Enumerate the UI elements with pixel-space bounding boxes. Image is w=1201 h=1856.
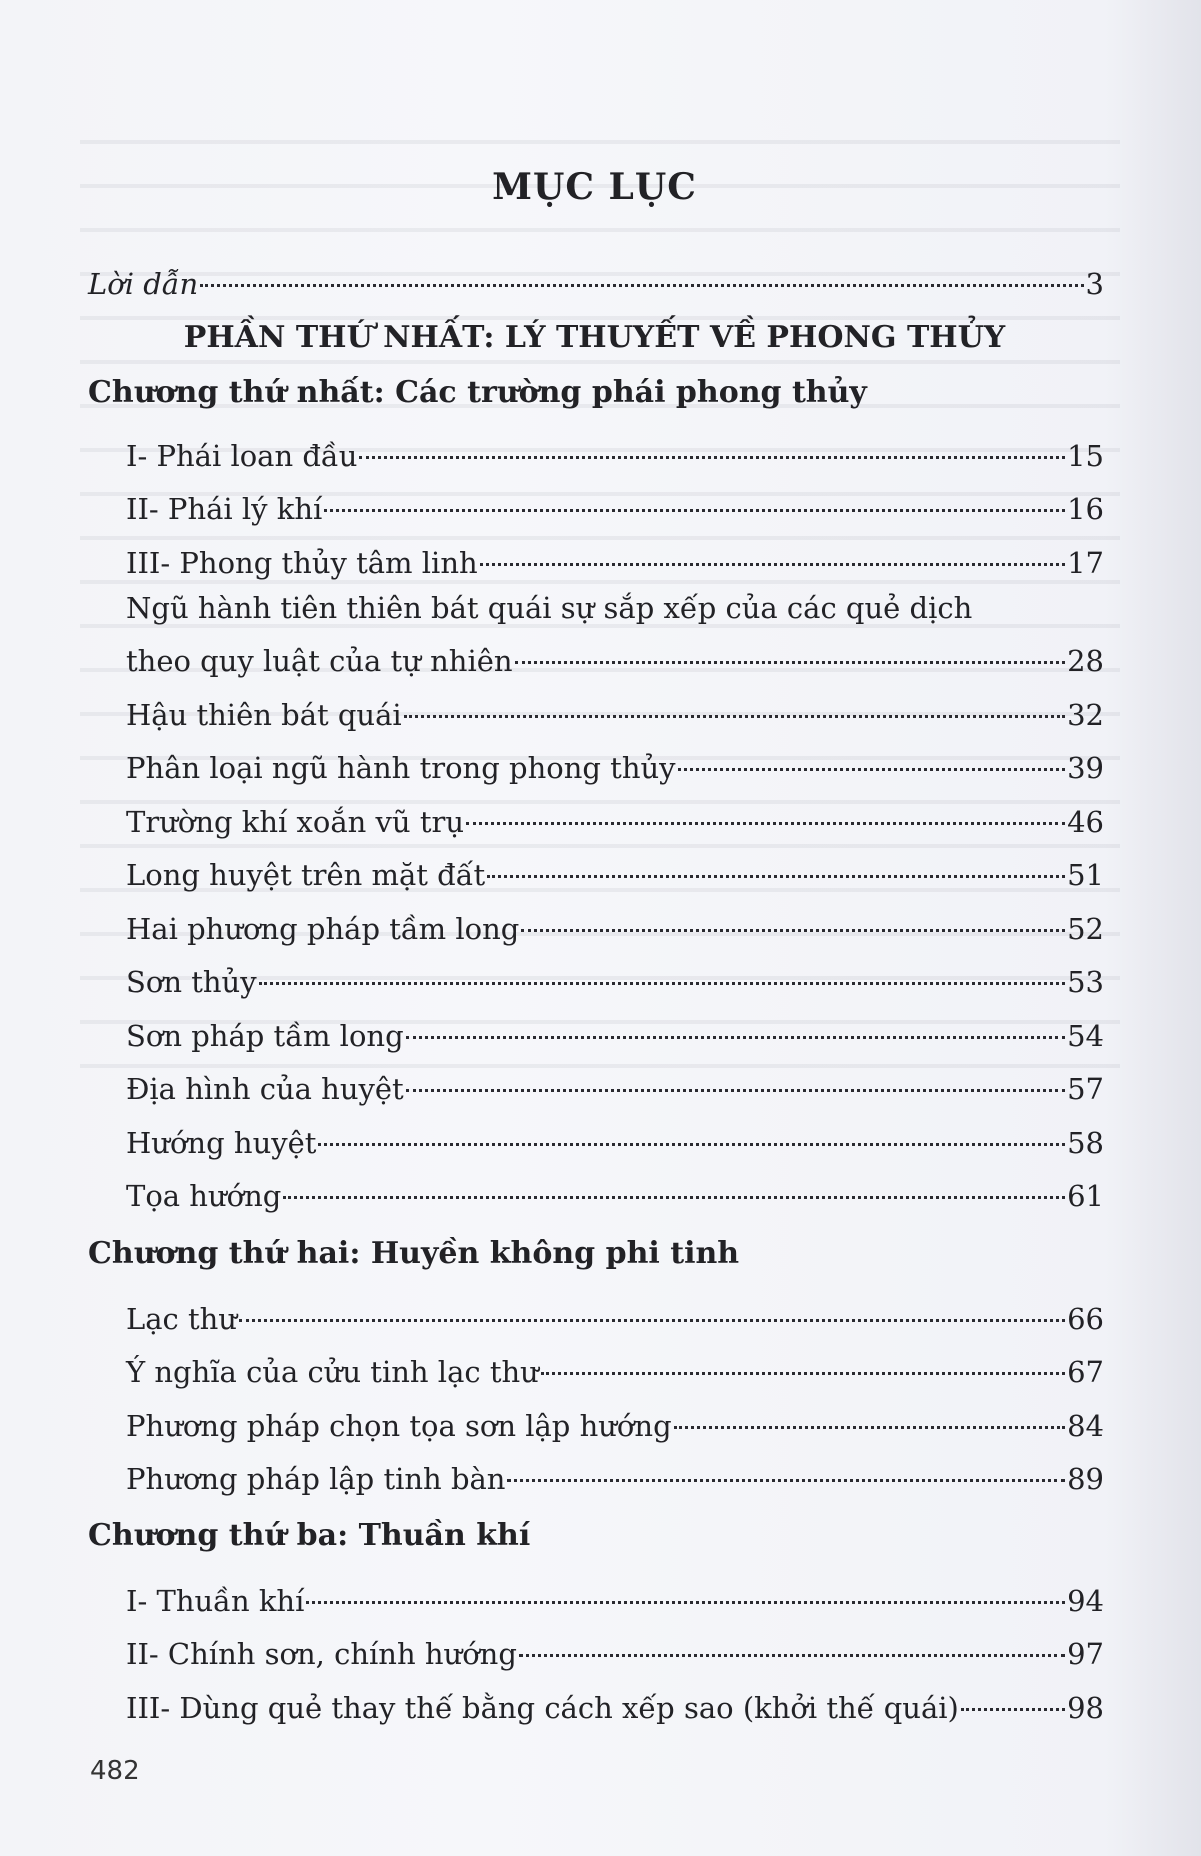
toc-entry[interactable] xyxy=(126,1628,1104,1672)
entry-page-number: 39 xyxy=(1067,751,1104,785)
toc-entry[interactable] xyxy=(126,430,1104,474)
entry-page-number: 57 xyxy=(1067,1072,1104,1106)
entry-label: Phương pháp lập tinh bàn xyxy=(126,1462,506,1496)
dot-leader xyxy=(324,483,1065,519)
chapter-heading-2[interactable]: Chương thứ hai: Huyền không phi tinh xyxy=(88,1236,740,1271)
toc-entry[interactable] xyxy=(126,1063,1104,1107)
dot-leader xyxy=(466,796,1065,832)
dot-leader xyxy=(359,430,1065,466)
entry-page-number: 28 xyxy=(1067,644,1104,678)
entry-page-number: 17 xyxy=(1067,546,1104,580)
part-title: PHẦN THỨ NHẤT: LÝ THUYẾT VỀ PHONG THỦY xyxy=(183,320,1006,355)
dot-leader xyxy=(200,258,1083,294)
dot-leader xyxy=(239,1293,1065,1329)
entry-label: Ý nghĩa của cửu tinh lạc thư xyxy=(126,1355,539,1389)
entry-label: theo quy luật của tự nhiên xyxy=(126,644,513,678)
entry-page-number: 32 xyxy=(1067,698,1104,732)
toc-entry[interactable] xyxy=(126,1346,1104,1390)
entry-label: Lời dẫn xyxy=(88,267,199,301)
dot-leader xyxy=(480,537,1065,573)
toc-entry[interactable] xyxy=(126,537,1104,581)
page-number: 482 xyxy=(90,1756,140,1786)
entry-label: III- Phong thủy tâm linh xyxy=(126,546,478,580)
dot-leader xyxy=(487,849,1065,885)
toc-entry[interactable] xyxy=(126,1575,1104,1619)
dot-leader xyxy=(259,956,1065,992)
entry-page-number: 54 xyxy=(1067,1019,1104,1053)
entry-label: Địa hình của huyệt xyxy=(126,1072,404,1106)
entry-page-number: 98 xyxy=(1067,1691,1104,1725)
toc-entry[interactable] xyxy=(126,1010,1104,1054)
entry-page-number: 53 xyxy=(1067,965,1104,999)
entry-page-number: 15 xyxy=(1067,439,1104,473)
dot-leader xyxy=(961,1682,1065,1718)
entry-page-number: 51 xyxy=(1067,858,1104,892)
toc-entry[interactable] xyxy=(126,1293,1104,1337)
dot-leader xyxy=(306,1575,1065,1611)
entry-label: I- Thuần khí xyxy=(126,1584,305,1618)
chapter-heading-3[interactable]: Chương thứ ba: Thuần khí xyxy=(88,1518,531,1553)
entry-label: Lạc thư xyxy=(126,1302,238,1336)
entry-page-number: 97 xyxy=(1067,1637,1104,1671)
entry-label: II- Chính sơn, chính hướng xyxy=(126,1637,517,1671)
dot-leader xyxy=(521,903,1065,939)
entry-label: Hướng huyệt xyxy=(126,1126,317,1160)
entry-page-number: 16 xyxy=(1067,492,1104,526)
entry-page-number: 52 xyxy=(1067,912,1104,946)
toc-title: MỤC LỤC xyxy=(492,166,697,208)
entry-label: Phân loại ngũ hành trong phong thủy xyxy=(126,751,676,785)
toc-entry[interactable] xyxy=(126,1682,1104,1726)
toc-entry[interactable] xyxy=(126,1400,1104,1444)
dot-leader xyxy=(283,1170,1065,1206)
toc-entry-intro[interactable] xyxy=(88,258,1104,302)
entry-page-number: 46 xyxy=(1067,805,1104,839)
entry-label: Sơn thủy xyxy=(126,965,257,999)
entry-label: I- Phái loan đầu xyxy=(126,439,358,473)
dot-leader xyxy=(519,1628,1065,1664)
dot-leader xyxy=(515,635,1066,671)
toc-entry[interactable] xyxy=(126,689,1104,733)
entry-label: Phương pháp chọn tọa sơn lập hướng xyxy=(126,1409,672,1443)
entry-label: Tọa hướng xyxy=(126,1179,282,1213)
toc-entry[interactable] xyxy=(126,1453,1104,1497)
entry-page-number: 84 xyxy=(1067,1409,1104,1443)
toc-entry[interactable] xyxy=(126,903,1104,947)
entry-page-number: 89 xyxy=(1067,1462,1104,1496)
entry-label: II- Phái lý khí xyxy=(126,492,323,526)
dot-leader xyxy=(541,1346,1065,1382)
entry-page-number: 67 xyxy=(1067,1355,1104,1389)
entry-page-number: 61 xyxy=(1067,1179,1104,1213)
dot-leader xyxy=(678,742,1066,778)
toc-entry[interactable] xyxy=(126,796,1104,840)
entry-label: Trường khí xoắn vũ trụ xyxy=(126,805,465,839)
entry-label-line-1[interactable]: Ngũ hành tiên thiên bát quái sự sắp xếp của các quẻ dịch xyxy=(126,591,973,625)
toc-entry[interactable] xyxy=(126,635,1104,679)
entry-label: Sơn pháp tầm long xyxy=(126,1019,404,1053)
entry-label: III- Dùng quẻ thay thế bằng cách xếp sao (khởi thế quái) xyxy=(126,1691,959,1725)
toc-entry[interactable] xyxy=(126,742,1104,786)
entry-label: Long huyệt trên mặt đất xyxy=(126,858,486,892)
dot-leader xyxy=(406,1063,1065,1099)
entry-page-number: 66 xyxy=(1067,1302,1104,1336)
entry-label: Hậu thiên bát quái xyxy=(126,698,402,732)
toc-entry[interactable] xyxy=(126,483,1104,527)
chapter-heading-1[interactable]: Chương thứ nhất: Các trường phái phong thủy xyxy=(88,375,867,410)
entry-page-number: 58 xyxy=(1067,1126,1104,1160)
dot-leader xyxy=(406,1010,1065,1046)
dot-leader xyxy=(404,689,1065,725)
dot-leader xyxy=(507,1453,1065,1489)
toc-entry[interactable] xyxy=(126,1117,1104,1161)
toc-entry[interactable] xyxy=(126,849,1104,893)
entry-page-number: 94 xyxy=(1067,1584,1104,1618)
toc-entry[interactable] xyxy=(126,956,1104,1000)
dot-leader xyxy=(674,1400,1065,1436)
entry-page-number: 3 xyxy=(1085,267,1104,301)
entry-label: Hai phương pháp tầm long xyxy=(126,912,520,946)
toc-entry[interactable] xyxy=(126,1170,1104,1214)
dot-leader xyxy=(318,1117,1065,1153)
